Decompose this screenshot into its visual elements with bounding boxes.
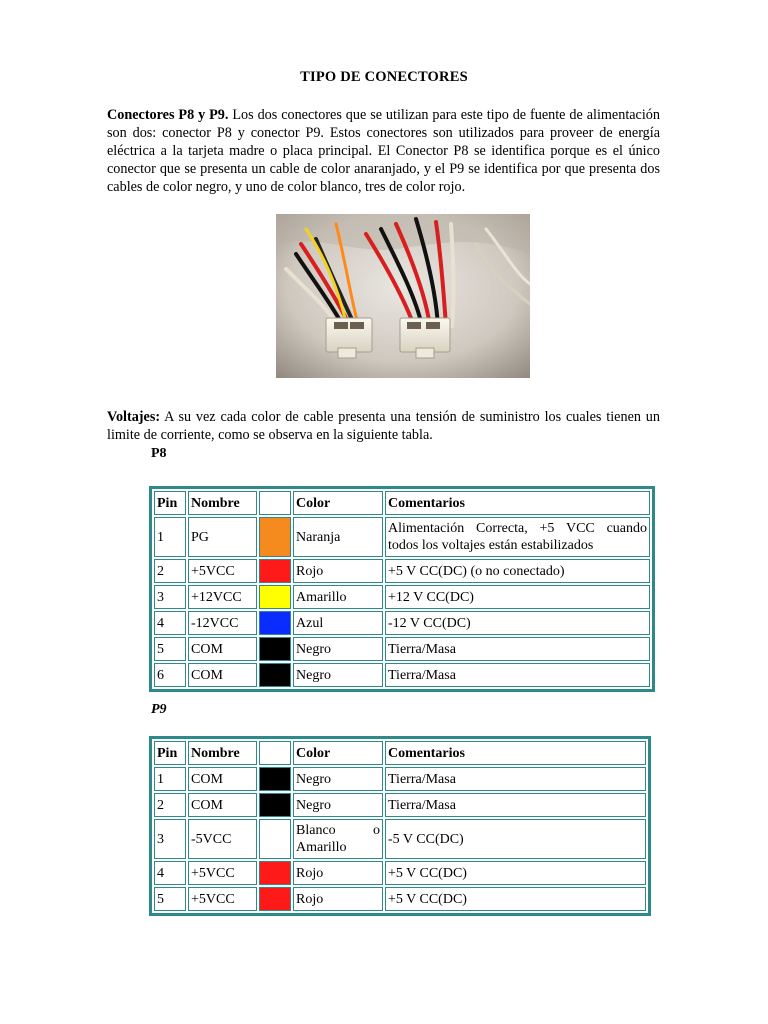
table-header-row bbox=[154, 741, 646, 765]
color-swatch bbox=[259, 887, 291, 911]
pin-cell: 1 bbox=[154, 767, 186, 791]
header-color: Color bbox=[293, 491, 383, 515]
table-row bbox=[154, 887, 646, 911]
color-swatch bbox=[259, 585, 291, 609]
color-cell: Rojo bbox=[293, 887, 383, 911]
header-swatch bbox=[259, 741, 291, 765]
connectors-photo bbox=[276, 214, 530, 378]
pin-cell: 4 bbox=[154, 611, 186, 635]
nombre-cell: COM bbox=[188, 793, 257, 817]
table-row bbox=[154, 517, 650, 557]
comentario-cell: -12 V CC(DC) bbox=[385, 611, 650, 635]
nombre-cell: +5VCC bbox=[188, 887, 257, 911]
pin-cell: 3 bbox=[154, 585, 186, 609]
color-cell: Negro bbox=[293, 663, 383, 687]
table-row bbox=[154, 637, 650, 661]
comentario-cell: +12 V CC(DC) bbox=[385, 585, 650, 609]
color-cell: Naranja bbox=[293, 517, 383, 557]
header-color: Color bbox=[293, 741, 383, 765]
color-swatch bbox=[259, 663, 291, 687]
color-cell: Blanco o Amarillo bbox=[293, 819, 383, 859]
color-swatch bbox=[259, 793, 291, 817]
intro-text: Los dos conectores que se utilizan para este tipo de fuente de alimentación son dos: conector P8 y conector P9. Estos conectores son utilizados para proveer de energía eléctrica a la tarjeta madre o placa principal. El Conector P8 se identifica porque es el único conector que se presenta un cable de color anaranjado, y el P9 se identifica por que presenta dos cables de color negro, y uno de color blanco, tres de color rojo. bbox=[107, 107, 660, 195]
nombre-cell: +12VCC bbox=[188, 585, 257, 609]
voltajes-paragraph bbox=[107, 408, 660, 444]
header-comentarios: Comentarios bbox=[385, 741, 646, 765]
pin-cell: 6 bbox=[154, 663, 186, 687]
color-swatch bbox=[259, 861, 291, 885]
comentario-cell: -5 V CC(DC) bbox=[385, 819, 646, 859]
comentario-cell: Tierra/Masa bbox=[385, 767, 646, 791]
pin-cell: 2 bbox=[154, 793, 186, 817]
header-pin: Pin bbox=[154, 741, 186, 765]
header-pin: Pin bbox=[154, 491, 186, 515]
table-row bbox=[154, 663, 650, 687]
color-swatch bbox=[259, 767, 291, 791]
header-swatch bbox=[259, 491, 291, 515]
intro-paragraph bbox=[107, 106, 660, 196]
table-label-p8: P8 bbox=[151, 446, 167, 461]
page-title: TIPO DE CONECTORES bbox=[300, 69, 468, 85]
pin-cell: 2 bbox=[154, 559, 186, 583]
comentario-cell: +5 V CC(DC) bbox=[385, 887, 646, 911]
color-swatch bbox=[259, 819, 291, 859]
nombre-cell: -5VCC bbox=[188, 819, 257, 859]
color-cell: Negro bbox=[293, 637, 383, 661]
comentario-cell: Tierra/Masa bbox=[385, 637, 650, 661]
color-cell: Negro bbox=[293, 767, 383, 791]
table-row bbox=[154, 819, 646, 859]
nombre-cell: -12VCC bbox=[188, 611, 257, 635]
comentario-cell: Tierra/Masa bbox=[385, 793, 646, 817]
nombre-cell: COM bbox=[188, 663, 257, 687]
nombre-cell: COM bbox=[188, 767, 257, 791]
color-swatch bbox=[259, 517, 291, 557]
table-row bbox=[154, 793, 646, 817]
header-nombre: Nombre bbox=[188, 741, 257, 765]
pin-cell: 5 bbox=[154, 887, 186, 911]
nombre-cell: +5VCC bbox=[188, 559, 257, 583]
nombre-cell: PG bbox=[188, 517, 257, 557]
intro-heading: Conectores P8 y P9. bbox=[107, 107, 229, 123]
comentario-cell: Tierra/Masa bbox=[385, 663, 650, 687]
p8-table bbox=[149, 486, 655, 692]
comentario-cell: +5 V CC(DC) bbox=[385, 861, 646, 885]
pin-cell: 1 bbox=[154, 517, 186, 557]
color-cell: Azul bbox=[293, 611, 383, 635]
table-row bbox=[154, 767, 646, 791]
header-nombre: Nombre bbox=[188, 491, 257, 515]
nombre-cell: COM bbox=[188, 637, 257, 661]
table-row bbox=[154, 559, 650, 583]
color-cell: Amarillo bbox=[293, 585, 383, 609]
color-cell: Rojo bbox=[293, 861, 383, 885]
comentario-cell: +5 V CC(DC) (o no conectado) bbox=[385, 559, 650, 583]
header-comentarios: Comentarios bbox=[385, 491, 650, 515]
table-label-p9: P9 bbox=[151, 702, 167, 717]
voltajes-heading: Voltajes: bbox=[107, 409, 161, 425]
nombre-cell: +5VCC bbox=[188, 861, 257, 885]
table-row bbox=[154, 861, 646, 885]
color-swatch bbox=[259, 611, 291, 635]
comentario-cell: Alimentación Correcta, +5 VCC cuando todos los voltajes están estabilizados bbox=[385, 517, 650, 557]
color-swatch bbox=[259, 637, 291, 661]
pin-cell: 4 bbox=[154, 861, 186, 885]
p9-table bbox=[149, 736, 651, 916]
color-swatch bbox=[259, 559, 291, 583]
table-row bbox=[154, 585, 650, 609]
table-header-row bbox=[154, 491, 650, 515]
color-cell: Rojo bbox=[293, 559, 383, 583]
table-row bbox=[154, 611, 650, 635]
color-cell: Negro bbox=[293, 793, 383, 817]
pin-cell: 5 bbox=[154, 637, 186, 661]
pin-cell: 3 bbox=[154, 819, 186, 859]
voltajes-text: A su vez cada color de cable presenta una tensión de suministro los cuales tienen un limite de corriente, como se observa en la siguiente tabla. bbox=[107, 409, 660, 443]
